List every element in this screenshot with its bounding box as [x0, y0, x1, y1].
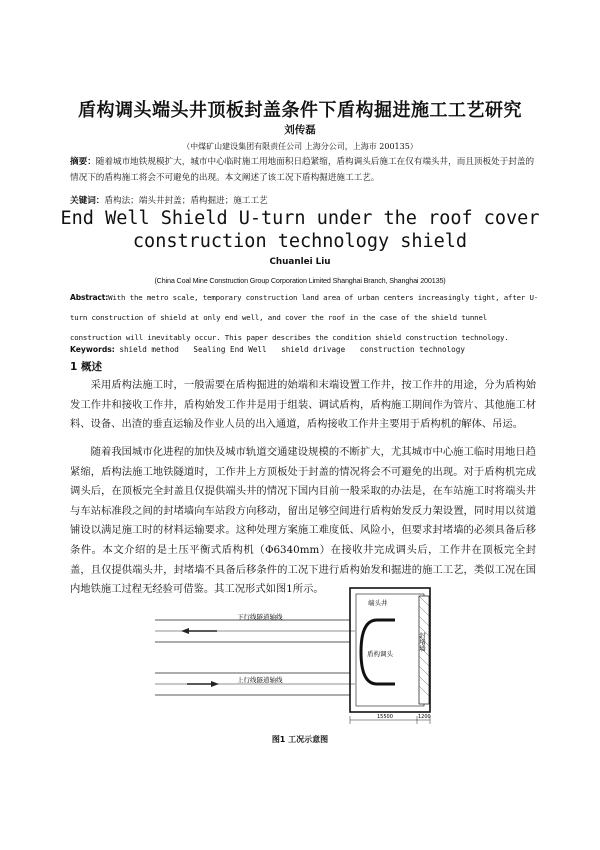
chinese-abstract-text: 随着城市地铁规模扩大，城市中心临时施工用地面积日趋紧缩，盾构调头后施工在仅有端头井，而且顶板处于封盖的情况下的盾构施工将会不可避免的出现。本文阐述了该工况下盾构掘进施工工艺。	[70, 157, 535, 183]
section-heading: 1 概述	[70, 361, 102, 373]
site-diagram	[155, 580, 445, 728]
english-title-line1: End Well Shield U-turn under the roof cover	[60, 208, 540, 229]
english-abstract-label: Abstract:	[70, 293, 109, 302]
section-paragraph-2: 随着我国城市化进程的加快及城市轨道交通建设规模的不断扩大，尤其城市中心施工临时用地日趋紧缩，盾构法施工地铁隧道时，工作井上方顶板处于封盖的情况将会不可避免的出现。对于盾构机完成调头后，在顶板完全封盖且仅提供端头井的情况下国内目前一般采取的办法是，在车站施工时将端头井与车站标准段之间的封堵墙向车站段方向移动，留出足够空间进行盾构始发反力架设置，同时用以贫道铺设以满足施工时的材料运输要求。这种处理方案施工难度低、风险小，但要求封堵墙的必须具备后移条件。本文介绍的是土压平衡式盾构机（Φ6340mm）在接收井完成调头后，工作井在顶板完全封盖，且仅提供端头井，封堵墙不具备后移条件的工况下进行盾构始发和掘进的施工工艺，类似工况在国内地铁施工过程无经验可借鉴。其工况形式如图1所示。	[70, 446, 536, 596]
keyword-item: shield method	[119, 345, 179, 354]
keyword-item: shield drivage	[281, 345, 346, 354]
left-arrow-icon	[181, 628, 189, 634]
right-arrow-icon	[211, 681, 219, 687]
english-title	[0, 207, 600, 253]
english-affiliation: (China Coal Mine Construction Group Corporation Limited Shanghai Branch, Shanghai 200135)	[154, 276, 446, 285]
chinese-keywords-label: 关键词：	[70, 196, 105, 206]
up-track-label: 上行线隧道轴线	[237, 676, 283, 684]
section-paragraph-1: 采用盾构法施工时，一般需要在盾构掘进的始端和末端设置工作井，按工作井的用途，分为盾构始发工作井和接收工作井，盾构始发工作井是用于组装、调试盾构，盾构施工期间作为管片、其他施工材料、设备、出渣的垂直运输及作业人员的出入通道，盾构接收工作井主要用于盾构机的解体、吊运。	[70, 379, 536, 431]
english-abstract	[70, 288, 540, 347]
down-track-label: 下行线隧道轴线	[237, 613, 283, 621]
chinese-affiliation: （中煤矿山建设集团有限责任公司 上海分公司，上海市 200135）	[182, 142, 418, 151]
english-title-line2: construction technology shield	[132, 231, 468, 252]
chinese-abstract-label: 摘要：	[70, 157, 96, 167]
chinese-abstract	[70, 154, 536, 186]
chinese-author: 刘传磊	[284, 124, 316, 136]
figure-caption: 图1 工况示意图	[271, 735, 329, 744]
chinese-keywords-text: 盾构法；端头井封盖；盾构掘进；施工工艺	[104, 196, 268, 206]
figure-1	[155, 580, 445, 728]
keyword-item: construction technology	[359, 345, 465, 354]
shield-uturn-label: 盾构调头	[367, 650, 393, 658]
english-keywords	[70, 343, 540, 357]
end-well-label: 端头井	[368, 599, 388, 607]
chinese-title: 盾构调头端头井顶板封盖条件下盾构掘进施工工艺研究	[78, 100, 522, 121]
english-keywords-label: Keywords:	[70, 345, 115, 354]
seal-wall-label: 封堵墙	[418, 632, 426, 652]
english-author: Chuanlei Liu	[269, 257, 331, 267]
dimension-small-label: 1200	[418, 714, 431, 720]
dimension-main-label: 15500	[377, 714, 393, 720]
keyword-item: Sealing End Well	[193, 345, 267, 354]
english-abstract-text: With the metro scale, temporary construction land area of urban centers increasingly tight, after U-turn construction of shield at only end well, and cover the roof in the case of the shield tunnel construction will inevitably occur. This paper describes the condition shield construction technology.	[70, 293, 539, 342]
